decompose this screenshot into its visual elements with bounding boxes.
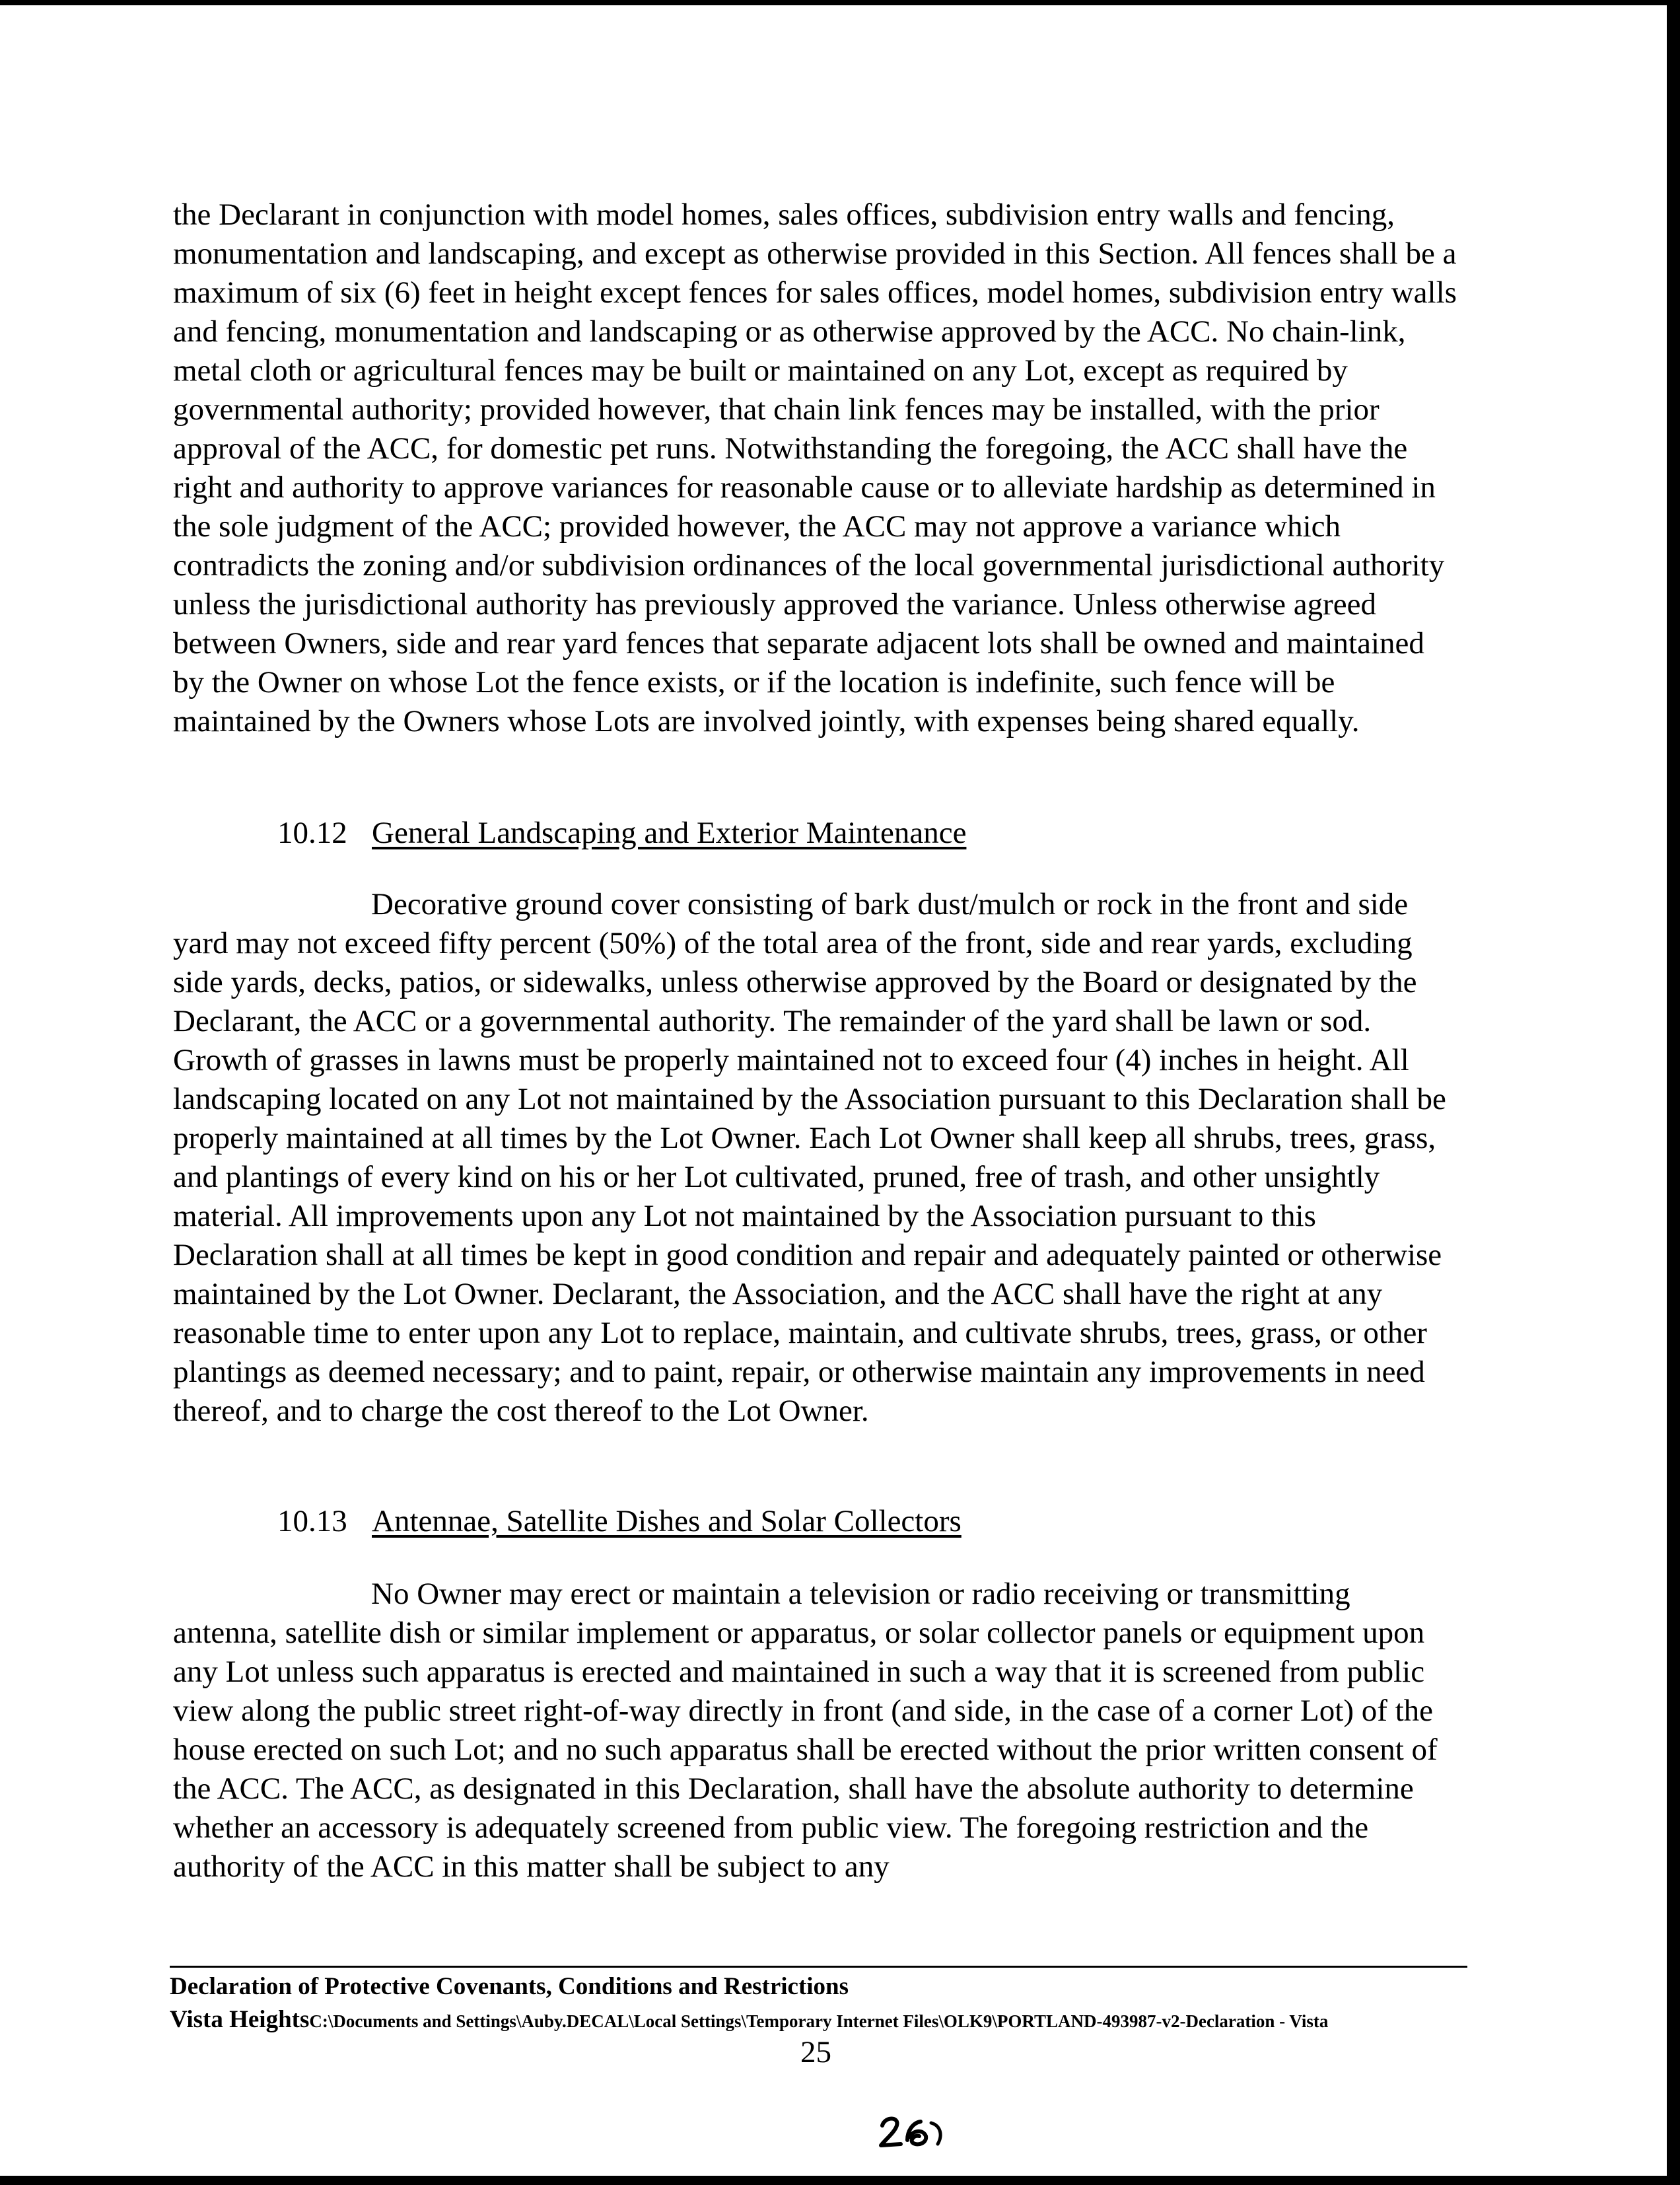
scan-border-top	[0, 0, 1680, 5]
paragraph-fences-continuation: the Declarant in conjunction with model homes, sales offices, subdivision entry walls and fencing, monumentation and landscaping, and except as otherwise provided in this Section. All fences shall be a maximum of six (6) feet in height except fences for sales offices, model homes, subdivision entry walls and fencing, monumentation and landscaping or as otherwise approved by the ACC. No chain-link, metal cloth or agricultural fences may be built or maintained on any Lot, except as required by governmental authority; provided however, that chain link fences may be installed, with the prior approval of the ACC, for domestic pet runs. Notwithstanding the foregoing, the ACC shall have the right and authority to approve variances for reasonable cause or to alleviate hardship as determined in the sole judgment of the ACC; provided however, the ACC may not approve a variance which contradicts the zoning and/or subdivision ordinances of the local governmental jurisdictional authority unless the jurisdictional authority has previously approved the variance. Unless otherwise agreed between Owners, side and rear yard fences that separate adjacent lots shall be owned and maintained by the Owner on whose Lot the fence exists, or if the location is indefinite, such fence will be maintained by the Owners whose Lots are involved jointly, with expenses being shared equally.	[173, 197, 1457, 738]
section-heading-10-12	[277, 814, 1466, 853]
section-number: 10.12	[277, 816, 347, 850]
paragraph-landscaping: Decorative ground cover consisting of bark dust/mulch or rock in the front and side yard may not exceed fifty percent (50%) of the total area of the front, side and rear yards, excluding side yards, decks, patios, or sidewalks, unless otherwise approved by the Board or designated by the Declarant, the ACC or a governmental authority. The remainder of the yard shall be lawn or sod. Growth of grasses in lawns must be properly maintained not to exceed four (4) inches in height. All landscaping located on any Lot not maintained by the Association pursuant to this Declaration shall be properly maintained at all times by the Lot Owner. Each Lot Owner shall keep all shrubs, trees, grass, and plantings of every kind on his or her Lot cultivated, pruned, free of trash, and other unsightly material. All improvements upon any Lot not maintained by the Association pursuant to this Declaration shall at all times be kept in good condition and repair and adequately painted or otherwise maintained by the Lot Owner. Declarant, the Association, and the ACC shall have the right at any reasonable time to enter upon any Lot to replace, maintain, and cultivate shrubs, trees, grass, or other plantings as deemed necessary; and to paint, repair, or otherwise maintain any improvements in need thereof, and to charge the cost thereof to the Lot Owner.	[173, 887, 1446, 1428]
section-number: 10.13	[277, 1504, 347, 1538]
section-heading-10-13	[277, 1502, 1466, 1541]
footer-path-text: C:\Documents and Settings\Auby.DECAL\Local Settings\Temporary Internet Files\OLK9\PORTLAND-493987-v2-Declaration - Vista	[309, 2011, 1329, 2031]
scan-border-right	[1667, 0, 1680, 2185]
scan-border-bottom	[0, 2176, 1680, 2185]
footer-project-name: Vista Heights	[170, 2006, 310, 2033]
footer-document-title: Declaration of Protective Covenants, Conditions and Restrictions	[170, 1973, 849, 2000]
page-number: 25	[800, 2035, 831, 2069]
section-title: General Landscaping and Exterior Maintenance	[372, 816, 967, 850]
handwritten-page-number	[877, 2111, 950, 2151]
footer-file-path	[170, 2005, 1328, 2034]
footer-divider	[170, 1966, 1467, 1968]
paragraph-antennae: No Owner may erect or maintain a television or radio receiving or transmitting antenna, satellite dish or similar implement or apparatus, or solar collector panels or equipment upon any Lot unless such apparatus is erected and maintained in such a way that it is screened from public view along the public street right-of-way directly in front (and side, in the case of a corner Lot) of the house erected on such Lot; and no such apparatus shall be erected without the prior written consent of the ACC. The ACC, as designated in this Declaration, shall have the absolute authority to determine whether an accessory is adequately screened from public view. The foregoing restriction and the authority of the ACC in this matter shall be subject to any	[173, 1577, 1438, 1884]
section-title: Antennae, Satellite Dishes and Solar Collectors	[372, 1504, 962, 1538]
